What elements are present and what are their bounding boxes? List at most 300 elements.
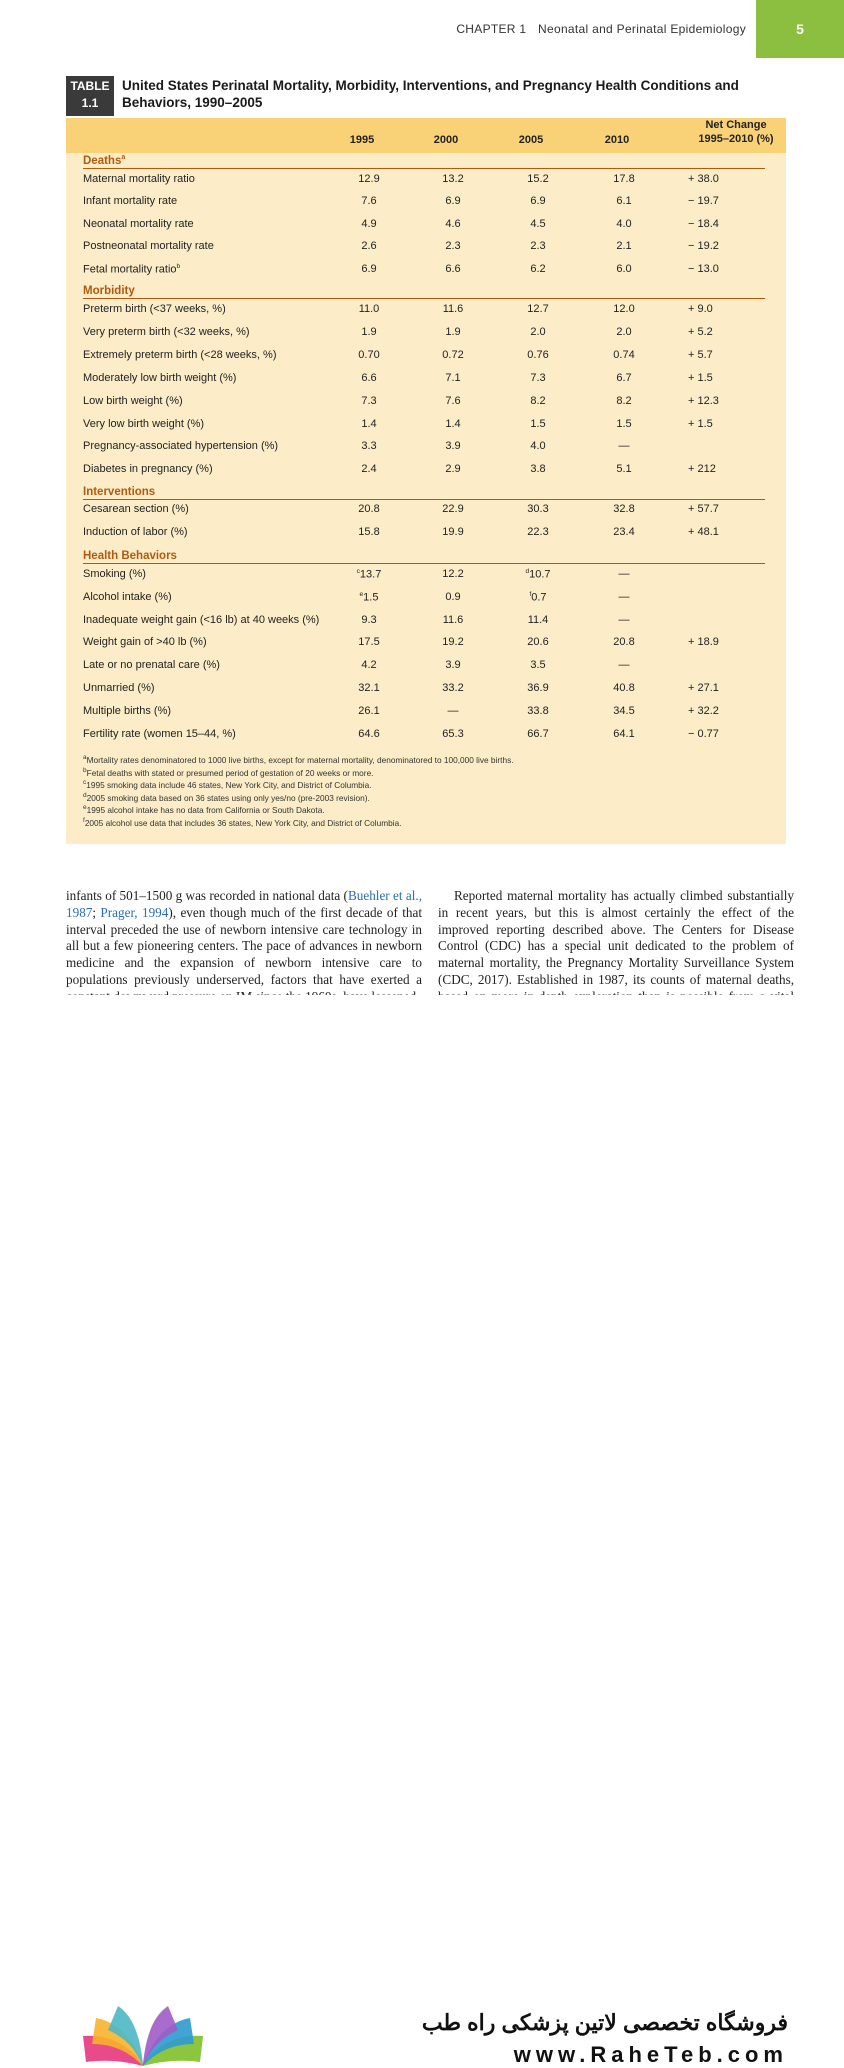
col-2005: 2005 bbox=[518, 134, 544, 146]
cell-value: 7.3 bbox=[530, 372, 546, 384]
cell-value: 10.7 bbox=[529, 568, 551, 581]
row-label-text: Induction of labor (%) bbox=[83, 526, 188, 538]
footnote-text: 2005 alcohol use data that includes 36 states, New York City, and District of Columbia. bbox=[84, 817, 402, 828]
table-row bbox=[83, 568, 783, 586]
row-label bbox=[83, 526, 188, 538]
cell-value: 0.70 bbox=[358, 349, 380, 361]
cell-value: 4.0 bbox=[530, 440, 546, 452]
chapter-label: CHAPTER 1 bbox=[456, 22, 527, 36]
cell-1995 bbox=[339, 418, 399, 430]
cell-1995 bbox=[339, 591, 399, 604]
cell-value: 11.0 bbox=[358, 303, 380, 315]
cell-2000 bbox=[423, 728, 483, 740]
footnote-ref: c bbox=[356, 568, 360, 575]
footnote bbox=[83, 767, 373, 778]
row-label-text: Cesarean section (%) bbox=[83, 503, 189, 515]
table-title: United States Perinatal Mortality, Morbidity, Interventions, and Pregnancy Health Conditions and Behaviors, 1990–2005 bbox=[122, 78, 739, 110]
open-book-logo-icon bbox=[78, 2004, 208, 2068]
cell-value: 1.4 bbox=[361, 418, 377, 430]
cell-2000 bbox=[423, 526, 483, 538]
cell-2005 bbox=[508, 526, 568, 538]
cell-value: 15.8 bbox=[358, 526, 380, 538]
body-left-post: ), even though much of the first decade of that interval preceded the use of newborn intensive care technology in all but a few pioneering centers. The pace of advances in newborn medicine and the expansion of newborn intensive care to populations previously underserved, factors that have exerted a bbox=[66, 904, 423, 987]
cell-2000 bbox=[423, 503, 483, 515]
cell-1995 bbox=[339, 614, 399, 626]
cell-1995 bbox=[339, 218, 399, 230]
cell-value: 40.8 bbox=[613, 682, 635, 694]
table-label bbox=[66, 76, 114, 116]
cell-value: 11.6 bbox=[442, 303, 464, 315]
cell-value: 4.5 bbox=[530, 218, 546, 230]
cell-1995 bbox=[339, 659, 399, 671]
cell-value: — bbox=[618, 591, 630, 603]
cell-2000 bbox=[423, 705, 483, 717]
cell-value: 15.2 bbox=[527, 173, 549, 185]
cell-1995 bbox=[339, 440, 399, 452]
cell-net-change: + 57.7 bbox=[688, 503, 719, 515]
row-label-text: Postneonatal mortality rate bbox=[83, 240, 214, 252]
cell-value: — bbox=[618, 659, 630, 671]
row-label bbox=[83, 372, 236, 384]
cell-value: 8.2 bbox=[616, 395, 632, 407]
cell-2005 bbox=[508, 463, 568, 475]
body-left-mid: ; bbox=[92, 904, 101, 920]
row-label bbox=[83, 240, 214, 252]
cell-value: 33.2 bbox=[442, 682, 464, 694]
row-label bbox=[83, 395, 183, 407]
row-label-text: Multiple births (%) bbox=[83, 705, 172, 717]
cell-2000 bbox=[423, 636, 483, 648]
cell-value: 6.7 bbox=[616, 372, 632, 384]
cell-net-change: + 18.9 bbox=[688, 636, 719, 648]
cell-2005 bbox=[508, 349, 568, 361]
cell-net-change: + 9.0 bbox=[688, 303, 713, 315]
cell-value: 36.9 bbox=[527, 682, 549, 694]
table-column-header bbox=[66, 118, 786, 153]
cell-value: 9.3 bbox=[361, 614, 377, 626]
cell-2000 bbox=[423, 614, 483, 626]
cell-value: 66.7 bbox=[527, 728, 549, 740]
table-row bbox=[83, 705, 783, 723]
row-label-text: Maternal mortality ratio bbox=[83, 173, 195, 185]
cell-value: 17.8 bbox=[613, 173, 635, 185]
cell-1995 bbox=[339, 705, 399, 717]
row-label bbox=[83, 614, 319, 626]
cell-2010 bbox=[594, 240, 654, 252]
footnote-text: 1995 smoking data include 46 states, New York City, and District of Columbia. bbox=[86, 779, 372, 790]
cell-1995 bbox=[339, 372, 399, 384]
cell-2010 bbox=[594, 682, 654, 694]
cell-2010 bbox=[594, 326, 654, 338]
cell-1995 bbox=[339, 463, 399, 475]
row-label bbox=[83, 728, 236, 740]
cell-value: 12.0 bbox=[613, 303, 635, 315]
cell-value: — bbox=[618, 440, 630, 452]
cell-2000 bbox=[423, 173, 483, 185]
section-deaths-label: Deaths bbox=[83, 154, 122, 167]
row-label bbox=[83, 349, 276, 361]
footnote-mark: c bbox=[83, 779, 87, 787]
cell-2000 bbox=[423, 326, 483, 338]
table-label-number: 1.1 bbox=[81, 96, 99, 110]
cell-2010 bbox=[594, 173, 654, 185]
table-row bbox=[83, 728, 783, 746]
cell-value: 6.2 bbox=[530, 263, 546, 275]
footnote-ref: b bbox=[176, 263, 181, 270]
table-row bbox=[83, 349, 783, 367]
citation-link[interactable]: Buehler et al., 1987 bbox=[66, 888, 422, 920]
table-row bbox=[83, 395, 783, 413]
table-row bbox=[83, 526, 783, 544]
cell-2005 bbox=[508, 326, 568, 338]
cell-value: 7.6 bbox=[445, 395, 461, 407]
cell-2005 bbox=[508, 195, 568, 207]
cell-2010 bbox=[594, 591, 654, 603]
col-1995: 1995 bbox=[349, 134, 375, 146]
row-label bbox=[83, 503, 189, 515]
cell-value: 11.4 bbox=[527, 614, 549, 626]
cell-value: 12.7 bbox=[527, 303, 549, 315]
row-label-text: Moderately low birth weight (%) bbox=[83, 372, 237, 384]
section-health-behaviors: Health Behaviors bbox=[83, 550, 765, 564]
cell-value: 7.3 bbox=[361, 395, 377, 407]
cell-2000 bbox=[423, 440, 483, 452]
row-label-text: Very low birth weight (%) bbox=[83, 418, 205, 430]
cell-value: 0.74 bbox=[613, 349, 635, 361]
cell-value: 2.3 bbox=[530, 240, 546, 252]
cell-net-change: + 32.2 bbox=[688, 705, 719, 717]
cell-2000 bbox=[423, 395, 483, 407]
cell-value: 33.8 bbox=[527, 705, 549, 717]
cell-value: 3.3 bbox=[361, 440, 377, 452]
cell-2000 bbox=[423, 263, 483, 275]
cell-2005 bbox=[508, 263, 568, 275]
net-change-line1: Net Change bbox=[705, 119, 767, 131]
row-label-text: Infant mortality rate bbox=[83, 195, 178, 207]
cell-2010 bbox=[594, 503, 654, 515]
cell-value: 1.5 bbox=[530, 418, 546, 430]
row-label-text: Fertility rate (women 15–44, %) bbox=[83, 728, 236, 740]
page-number: 5 bbox=[756, 0, 844, 58]
cell-value: 5.1 bbox=[616, 463, 632, 475]
footnote-mark: d bbox=[83, 791, 87, 799]
footnote-ref: e bbox=[359, 591, 364, 598]
row-label-text: Alcohol intake (%) bbox=[83, 591, 172, 603]
footnote bbox=[83, 817, 402, 828]
row-label-text: Pregnancy-associated hypertension (%) bbox=[83, 440, 279, 452]
cell-1995 bbox=[339, 195, 399, 207]
row-label bbox=[83, 303, 226, 315]
cell-value: 26.1 bbox=[358, 705, 380, 717]
cell-2005 bbox=[508, 303, 568, 315]
cell-net-change: + 1.5 bbox=[688, 418, 713, 430]
row-label bbox=[83, 659, 220, 671]
cell-value: 6.1 bbox=[616, 195, 632, 207]
row-label bbox=[83, 440, 278, 452]
footnote-mark: e bbox=[83, 804, 87, 812]
row-label-text: Late or no prenatal care (%) bbox=[83, 659, 220, 671]
cell-1995 bbox=[339, 728, 399, 740]
cell-2010 bbox=[594, 463, 654, 475]
cell-net-change: + 1.5 bbox=[688, 372, 713, 384]
table-row bbox=[83, 463, 783, 481]
table-row bbox=[83, 614, 783, 632]
footnote-text: 1995 alcohol intake has no data from California or South Dakota. bbox=[86, 805, 325, 816]
cell-value: 2.1 bbox=[616, 240, 632, 252]
section-morbidity: Morbidity bbox=[83, 285, 765, 299]
cell-1995 bbox=[339, 349, 399, 361]
cell-1995 bbox=[339, 263, 399, 275]
cell-value: 2.0 bbox=[530, 326, 546, 338]
cell-value: 6.6 bbox=[445, 263, 461, 275]
cell-value: 3.5 bbox=[530, 659, 546, 671]
cell-value: 1.9 bbox=[445, 326, 461, 338]
cell-2010 bbox=[594, 195, 654, 207]
table-row bbox=[83, 263, 783, 281]
table-row bbox=[83, 240, 783, 258]
cell-1995 bbox=[339, 682, 399, 694]
col-2000: 2000 bbox=[433, 134, 459, 146]
cell-value: 12.9 bbox=[358, 173, 380, 185]
cell-value: 6.6 bbox=[361, 372, 377, 384]
footnote-text: Fetal deaths with stated or presumed period of gestation of 20 weeks or more. bbox=[86, 767, 374, 778]
cell-net-change: + 212 bbox=[688, 463, 716, 475]
cell-value: 34.5 bbox=[613, 705, 635, 717]
cell-value: — bbox=[618, 614, 630, 626]
cell-value: 2.6 bbox=[361, 240, 377, 252]
cell-2010 bbox=[594, 728, 654, 740]
cell-2005 bbox=[508, 568, 568, 581]
cell-2000 bbox=[423, 659, 483, 671]
table-row bbox=[83, 659, 783, 677]
cell-2005 bbox=[508, 591, 568, 604]
cell-2005 bbox=[508, 705, 568, 717]
cell-value: 64.6 bbox=[358, 728, 380, 740]
cell-2005 bbox=[508, 418, 568, 430]
section-deaths bbox=[83, 154, 765, 169]
cell-value: 11.6 bbox=[442, 614, 464, 626]
page-header bbox=[0, 0, 844, 58]
row-label bbox=[83, 682, 155, 694]
table-row bbox=[83, 418, 783, 436]
cell-net-change: + 5.7 bbox=[688, 349, 713, 361]
row-label-text: Inadequate weight gain (<16 lb) at 40 weeks (%) bbox=[83, 614, 320, 626]
cell-value: 12.2 bbox=[442, 568, 464, 580]
table-row bbox=[83, 218, 783, 236]
cell-value: 4.6 bbox=[445, 218, 461, 230]
footnote-text: 2005 smoking data based on 36 states using only yes/no (pre-2003 revision). bbox=[86, 792, 370, 803]
cell-value: 7.1 bbox=[445, 372, 461, 384]
cell-2005 bbox=[508, 682, 568, 694]
cell-value: 13.7 bbox=[359, 568, 382, 581]
cell-2005 bbox=[508, 395, 568, 407]
cell-value: 1.5 bbox=[363, 591, 379, 604]
row-label bbox=[83, 636, 207, 648]
footnote-ref: f bbox=[529, 591, 532, 598]
cell-2010 bbox=[594, 349, 654, 361]
cell-1995 bbox=[339, 568, 399, 581]
row-label-text: Weight gain of >40 lb (%) bbox=[83, 636, 207, 648]
cell-value: 22.3 bbox=[527, 526, 549, 538]
cell-value: 19.9 bbox=[442, 526, 464, 538]
footnote bbox=[83, 754, 514, 765]
table-row bbox=[83, 303, 783, 321]
cell-net-change: + 12.3 bbox=[688, 395, 719, 407]
col-net-change bbox=[686, 118, 786, 146]
table-row bbox=[83, 636, 783, 654]
cell-2000 bbox=[423, 218, 483, 230]
table-row bbox=[83, 326, 783, 344]
cell-value: 13.2 bbox=[442, 173, 464, 185]
cell-1995 bbox=[339, 326, 399, 338]
footnote-mark: f bbox=[83, 817, 85, 824]
footnote-ref: d bbox=[525, 568, 530, 575]
cell-value: 1.5 bbox=[616, 418, 632, 430]
table-row bbox=[83, 372, 783, 390]
table-row bbox=[83, 591, 783, 609]
row-label-text: Unmarried (%) bbox=[83, 682, 155, 694]
cell-value: 0.72 bbox=[442, 349, 464, 361]
cell-value: 8.2 bbox=[530, 395, 546, 407]
footnote-mark: b bbox=[83, 766, 87, 774]
row-label-text: Preterm birth (<37 weeks, %) bbox=[83, 303, 226, 315]
footnote-mark: a bbox=[83, 754, 87, 761]
cell-2010 bbox=[594, 263, 654, 275]
cell-1995 bbox=[339, 395, 399, 407]
row-label bbox=[83, 705, 171, 717]
body-left-pre: infants of 501–1500 g was recorded in national data ( bbox=[66, 888, 348, 903]
cell-value: 65.3 bbox=[442, 728, 464, 740]
cell-net-change: − 0.77 bbox=[688, 728, 719, 740]
cell-2000 bbox=[423, 240, 483, 252]
cell-net-change: + 38.0 bbox=[688, 173, 719, 185]
table-row bbox=[83, 503, 783, 521]
table-row bbox=[83, 682, 783, 700]
cell-value: 2.9 bbox=[445, 463, 461, 475]
cell-value: 20.8 bbox=[613, 636, 635, 648]
cell-2000 bbox=[423, 372, 483, 384]
row-label-text: Fetal mortality ratio bbox=[83, 263, 177, 276]
cell-2005 bbox=[508, 728, 568, 740]
cell-value: 64.1 bbox=[613, 728, 635, 740]
cell-2010 bbox=[594, 303, 654, 315]
cell-value: 0.7 bbox=[531, 591, 547, 604]
citation-link[interactable]: Prager, 1994 bbox=[100, 904, 169, 920]
cell-1995 bbox=[339, 636, 399, 648]
row-label bbox=[83, 591, 172, 603]
cell-2005 bbox=[508, 440, 568, 452]
cell-2005 bbox=[508, 240, 568, 252]
row-label-text: Diabetes in pregnancy (%) bbox=[83, 463, 213, 475]
cell-2010 bbox=[594, 526, 654, 538]
cell-2010 bbox=[594, 636, 654, 648]
table-row bbox=[83, 173, 783, 191]
row-label-text: Extremely preterm birth (<28 weeks, %) bbox=[83, 349, 277, 361]
cell-value: 3.8 bbox=[530, 463, 546, 475]
cell-value: 1.4 bbox=[445, 418, 461, 430]
body-column-right: Reported maternal mortality has actually climbed substantially in recent years, but this is almost certainly the effect of the improved reporting described above. The Centers for Disease Control (CDC) has a special unit dedicated to the problem of maternal mortality, the Pregnancy Mortality Surveillance System (CDC, 2017). Established in 1987, its counts of maternal deaths, bbox=[438, 888, 794, 987]
table-row bbox=[83, 195, 783, 213]
row-label bbox=[83, 263, 180, 276]
footnote-text: Mortality rates denominatored to 1000 live births, except for maternal mortality, denominatored to 100,000 live births. bbox=[86, 754, 514, 765]
cell-2010 bbox=[594, 659, 654, 671]
row-label bbox=[83, 326, 250, 338]
cell-value: 20.8 bbox=[358, 503, 380, 515]
cell-net-change: − 19.7 bbox=[688, 195, 719, 207]
cell-value: 22.9 bbox=[442, 503, 464, 515]
cell-2010 bbox=[594, 395, 654, 407]
cell-2000 bbox=[423, 349, 483, 361]
cell-value: 2.0 bbox=[616, 326, 632, 338]
cell-2010 bbox=[594, 614, 654, 626]
cell-2005 bbox=[508, 503, 568, 515]
cell-net-change: − 13.0 bbox=[688, 263, 719, 275]
cell-value: 20.6 bbox=[527, 636, 549, 648]
cell-2010 bbox=[594, 568, 654, 580]
cell-1995 bbox=[339, 303, 399, 315]
cell-2000 bbox=[423, 303, 483, 315]
cell-net-change: + 27.1 bbox=[688, 682, 719, 694]
cell-2010 bbox=[594, 418, 654, 430]
store-banner bbox=[0, 996, 844, 2067]
cell-2010 bbox=[594, 372, 654, 384]
cell-value: 19.2 bbox=[442, 636, 464, 648]
cell-value: 4.0 bbox=[616, 218, 632, 230]
cell-value: 6.9 bbox=[361, 263, 377, 275]
running-head bbox=[456, 22, 746, 36]
cell-2005 bbox=[508, 218, 568, 230]
row-label-text: Very preterm birth (<32 weeks, %) bbox=[83, 326, 250, 338]
row-label bbox=[83, 173, 195, 185]
cell-2005 bbox=[508, 636, 568, 648]
row-label bbox=[83, 463, 213, 475]
cell-2005 bbox=[508, 372, 568, 384]
cell-net-change: − 18.4 bbox=[688, 218, 719, 230]
cell-2000 bbox=[423, 195, 483, 207]
body-column-left bbox=[66, 888, 422, 1006]
cell-value: 32.8 bbox=[613, 503, 635, 515]
footnote bbox=[83, 792, 370, 803]
cell-value: 3.9 bbox=[445, 659, 461, 671]
cell-value: 4.9 bbox=[361, 218, 377, 230]
chapter-title: Neonatal and Perinatal Epidemiology bbox=[538, 22, 746, 36]
cell-2000 bbox=[423, 418, 483, 430]
row-label-text: Low birth weight (%) bbox=[83, 395, 183, 407]
cell-2000 bbox=[423, 568, 483, 580]
cell-2000 bbox=[423, 591, 483, 603]
store-name: فروشگاه تخصصی لاتین پزشکی راه طب bbox=[421, 2010, 788, 2035]
footnote bbox=[83, 804, 325, 815]
section-interventions: Interventions bbox=[83, 486, 765, 500]
cell-2010 bbox=[594, 440, 654, 452]
cell-1995 bbox=[339, 240, 399, 252]
cell-net-change: + 48.1 bbox=[688, 526, 719, 538]
row-label bbox=[83, 218, 194, 230]
cell-1995 bbox=[339, 173, 399, 185]
cell-value: 23.4 bbox=[613, 526, 635, 538]
cell-2005 bbox=[508, 659, 568, 671]
cell-1995 bbox=[339, 526, 399, 538]
cell-value: 4.2 bbox=[361, 659, 377, 671]
cell-value: 3.9 bbox=[445, 440, 461, 452]
table-label-word: TABLE bbox=[70, 79, 110, 93]
cell-1995 bbox=[339, 503, 399, 515]
cell-value: 0.9 bbox=[445, 591, 461, 603]
store-url[interactable]: www.RaheTeb.com bbox=[513, 2042, 788, 2067]
cell-value: 6.9 bbox=[445, 195, 461, 207]
cell-value: 6.9 bbox=[530, 195, 546, 207]
row-label bbox=[83, 418, 204, 430]
